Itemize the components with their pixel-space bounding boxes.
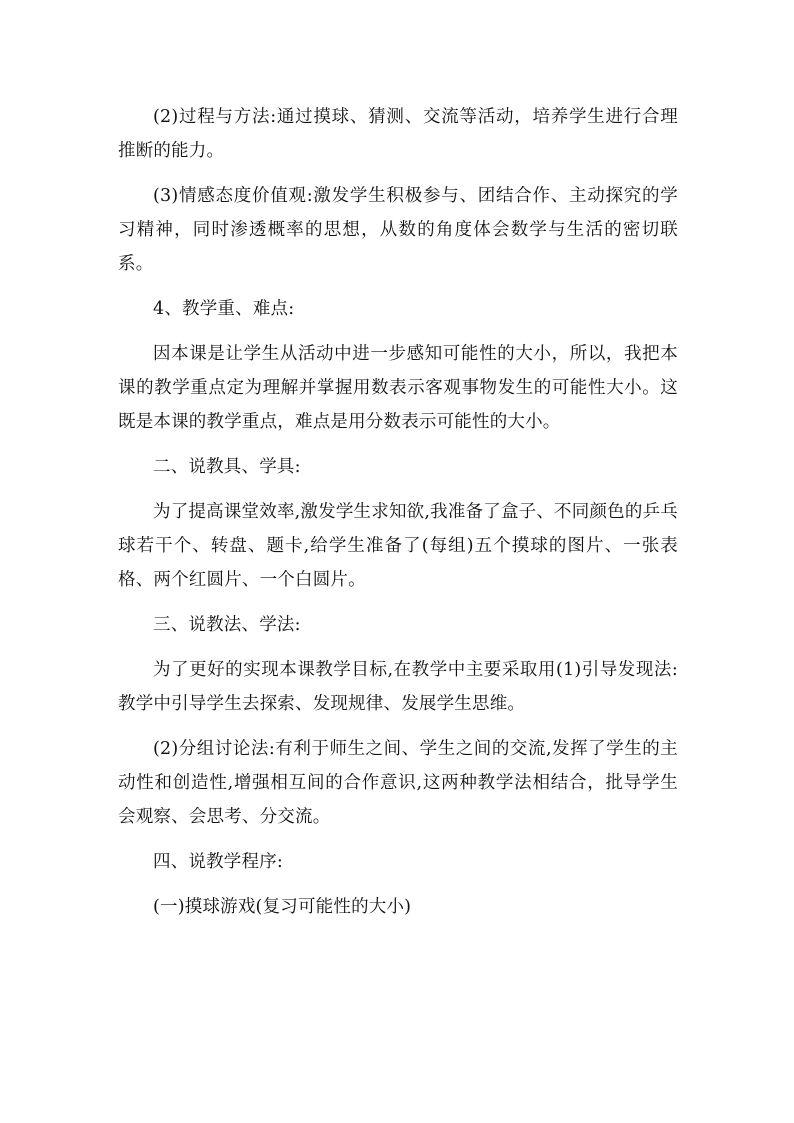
paragraph-guided-discovery: 为了更好的实现本课教学目标,在教学中主要采取用(1)引导发现法:教学中引导学生去探索、发现规律、发展学生思维。 <box>118 660 678 714</box>
paragraph-teaching-tools: 为了提高课堂效率,激发学生求知欲,我准备了盒子、不同颜色的乒乓球若干个、转盘、题卡,给学生准备了(每组)五个摸球的图片、一张表格、两个红圆片、一个白圆片。 <box>118 502 678 590</box>
heading-teaching-methods: 三、说教法、学法: <box>153 615 301 635</box>
heading-teaching-tools: 二、说教具、学具: <box>153 457 301 477</box>
heading-key-difficult-points: 4、教学重、难点: <box>153 299 295 319</box>
paragraph-group-discussion: (2)分组讨论法:有利于师生之间、学生之间的交流,发挥了学生的主动性和创造性,增强相互间的合作意识,这两种教学法相结合，批导学生会观察、会思考、分交流。 <box>118 739 678 827</box>
document-body <box>118 100 678 935</box>
paragraph-key-difficult-points: 因本课是让学生从活动中进一步感知可能性的大小，所以，我把本课的教学重点定为理解并掌握用数表示客观事物发生的可能性大小。这既是本课的教学重点，难点是用分数表示可能性的大小。 <box>118 344 678 432</box>
paragraph-ball-game: (一)摸球游戏(复习可能性的大小) <box>153 897 412 917</box>
paragraph-emotion-values: (3)情感态度价值观:激发学生积极参与、团结合作、主动探究的学习精神，同时渗透概率的思想，从数的角度体会数学与生活的密切联系。 <box>118 186 678 274</box>
paragraph-process-method: (2)过程与方法:通过摸球、猜测、交流等活动，培养学生进行合理推断的能力。 <box>118 107 678 161</box>
heading-teaching-procedure: 四、说教学程序: <box>153 852 283 872</box>
